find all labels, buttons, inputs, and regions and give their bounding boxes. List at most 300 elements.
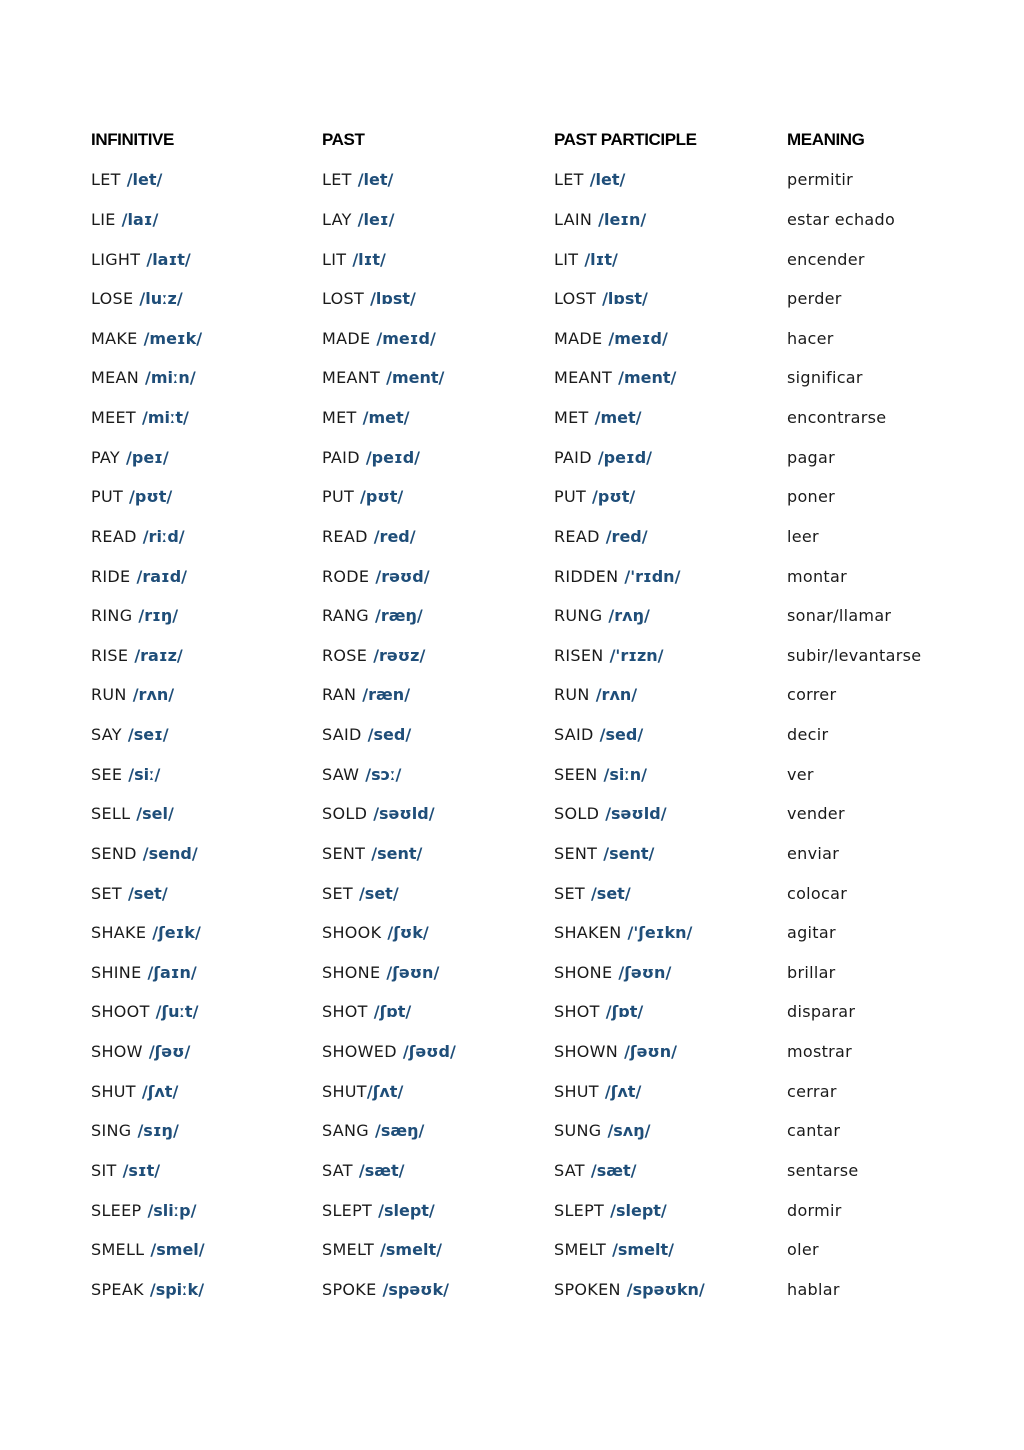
infinitive-cell <box>91 1190 322 1230</box>
infinitive-cell-word: MAKE <box>91 328 138 348</box>
table-row <box>91 596 987 636</box>
past-participle-cell-word: SHOWN <box>554 1042 619 1062</box>
meaning-cell <box>787 200 987 240</box>
past-participle-cell <box>554 953 787 993</box>
past-cell-pronunciation: /sæŋ/ <box>374 1121 425 1141</box>
infinitive-cell-word: READ <box>91 526 137 546</box>
past-participle-cell <box>554 834 787 874</box>
meaning-text: brillar <box>787 962 836 982</box>
past-cell-pronunciation: /ment/ <box>386 368 445 388</box>
meaning-cell <box>787 953 987 993</box>
meaning-text: colocar <box>787 883 848 903</box>
table-row <box>91 873 987 913</box>
infinitive-cell <box>91 596 322 636</box>
table-row <box>91 437 987 477</box>
table-row <box>91 1151 987 1191</box>
infinitive-cell-word: SIT <box>91 1160 117 1180</box>
past-cell-pronunciation: /sɔː/ <box>365 764 402 784</box>
meaning-text: agitar <box>787 923 836 943</box>
infinitive-cell-word: LET <box>91 170 121 190</box>
past-cell <box>322 1190 554 1230</box>
past-cell-word: READ <box>322 526 368 546</box>
past-participle-cell-pronunciation: /'rɪdn/ <box>624 566 681 586</box>
past-cell-word: PAID <box>322 447 360 467</box>
past-participle-cell-word: MET <box>554 408 589 428</box>
past-cell <box>322 794 554 834</box>
infinitive-cell-word: SHUT <box>91 1081 136 1101</box>
infinitive-cell-pronunciation: /rɪŋ/ <box>138 606 179 626</box>
past-participle-cell-pronunciation: /sed/ <box>599 725 644 745</box>
past-participle-cell-pronunciation: /səʊld/ <box>605 804 667 824</box>
infinitive-cell-pronunciation: /smel/ <box>150 1240 205 1260</box>
table-row <box>91 200 987 240</box>
infinitive-cell-word: SING <box>91 1121 132 1141</box>
infinitive-cell <box>91 319 322 359</box>
infinitive-cell-word: LOSE <box>91 289 134 309</box>
past-cell-word: LET <box>322 170 352 190</box>
past-participle-cell <box>554 1111 787 1151</box>
infinitive-cell-word: LIGHT <box>91 249 141 269</box>
infinitive-cell-word: SMELL <box>91 1240 145 1260</box>
past-cell-pronunciation: /ʃəʊn/ <box>386 962 440 982</box>
past-cell <box>322 160 554 200</box>
past-participle-cell-word: READ <box>554 526 600 546</box>
meaning-text: montar <box>787 566 847 586</box>
past-participle-cell-pronunciation: /smelt/ <box>612 1240 674 1260</box>
table-row <box>91 992 987 1032</box>
header-past-participle: PAST PARTICIPLE <box>554 130 697 149</box>
past-cell <box>322 636 554 676</box>
infinitive-cell <box>91 160 322 200</box>
past-participle-cell <box>554 596 787 636</box>
meaning-cell <box>787 754 987 794</box>
past-cell <box>322 596 554 636</box>
past-cell-word: SOLD <box>322 804 368 824</box>
header-infinitive: INFINITIVE <box>91 130 174 149</box>
table-row <box>91 1071 987 1111</box>
past-participle-cell <box>554 437 787 477</box>
infinitive-cell <box>91 834 322 874</box>
past-cell-word: SET <box>322 883 353 903</box>
infinitive-cell-word: SHINE <box>91 962 142 982</box>
meaning-cell <box>787 715 987 755</box>
past-participle-cell <box>554 477 787 517</box>
past-participle-cell-word: PAID <box>554 447 592 467</box>
meaning-cell <box>787 794 987 834</box>
infinitive-cell-pronunciation: /peɪ/ <box>126 447 169 467</box>
table-row <box>91 754 987 794</box>
past-cell-pronunciation: /meɪd/ <box>376 328 436 348</box>
meaning-cell <box>787 556 987 596</box>
past-participle-cell-word: RUN <box>554 685 590 705</box>
infinitive-cell-pronunciation: /ʃaɪn/ <box>147 962 197 982</box>
past-participle-cell-pronunciation: /slept/ <box>610 1200 667 1220</box>
infinitive-cell-pronunciation: /siː/ <box>128 764 161 784</box>
past-cell-pronunciation: /pʊt/ <box>360 487 404 507</box>
infinitive-cell <box>91 1111 322 1151</box>
past-cell-word: LAY <box>322 209 352 229</box>
past-participle-cell-pronunciation: /spəʊkn/ <box>626 1279 705 1299</box>
past-participle-cell-word: RIDDEN <box>554 566 619 586</box>
past-cell-word: SAW <box>322 764 360 784</box>
infinitive-cell-word: RIDE <box>91 566 131 586</box>
infinitive-cell-pronunciation: /raɪz/ <box>134 645 183 665</box>
infinitive-cell-word: SHOW <box>91 1042 143 1062</box>
past-cell-word: RAN <box>322 685 357 705</box>
meaning-text: oler <box>787 1240 819 1260</box>
table-row <box>91 1190 987 1230</box>
table-row <box>91 398 987 438</box>
infinitive-cell <box>91 992 322 1032</box>
past-cell-word: ROSE <box>322 645 368 665</box>
table-row <box>91 358 987 398</box>
past-cell-word: RODE <box>322 566 370 586</box>
meaning-cell <box>787 1230 987 1270</box>
past-participle-cell <box>554 1032 787 1072</box>
infinitive-cell <box>91 279 322 319</box>
meaning-cell <box>787 160 987 200</box>
past-cell-pronunciation: /sæt/ <box>358 1160 405 1180</box>
meaning-cell <box>787 437 987 477</box>
past-cell-pronunciation: /ʃəʊd/ <box>402 1042 456 1062</box>
meaning-text: cerrar <box>787 1081 837 1101</box>
infinitive-cell-pronunciation: /set/ <box>127 883 168 903</box>
past-cell-word: SPOKE <box>322 1279 377 1299</box>
past-cell-pronunciation: /red/ <box>373 526 416 546</box>
table-row <box>91 715 987 755</box>
meaning-text: mostrar <box>787 1042 853 1062</box>
past-cell <box>322 319 554 359</box>
infinitive-cell-pronunciation: /sliːp/ <box>147 1200 197 1220</box>
meaning-cell <box>787 1190 987 1230</box>
past-participle-cell <box>554 794 787 834</box>
table-row <box>91 160 987 200</box>
past-participle-cell-pronunciation: /set/ <box>590 883 631 903</box>
past-cell-pronunciation: /let/ <box>357 170 394 190</box>
table-row <box>91 477 987 517</box>
past-cell-pronunciation: /ræŋ/ <box>374 606 423 626</box>
table-row <box>91 675 987 715</box>
past-participle-cell-pronunciation: /ʃʌt/ <box>604 1081 642 1101</box>
past-cell-pronunciation: /sed/ <box>367 725 412 745</box>
meaning-text: decir <box>787 725 829 745</box>
past-cell-pronunciation: /ʃʊk/ <box>387 923 429 943</box>
past-participle-cell-word: SMELT <box>554 1240 607 1260</box>
table-row <box>91 1032 987 1072</box>
past-cell <box>322 1230 554 1270</box>
infinitive-cell-pronunciation: /sɪŋ/ <box>137 1121 179 1141</box>
past-participle-cell-pronunciation: /ʃəʊn/ <box>624 1042 678 1062</box>
past-cell <box>322 913 554 953</box>
infinitive-cell <box>91 398 322 438</box>
past-cell-pronunciation: /peɪd/ <box>365 447 420 467</box>
past-cell-word: SAT <box>322 1160 353 1180</box>
infinitive-cell <box>91 715 322 755</box>
past-participle-cell-word: SHUT <box>554 1081 599 1101</box>
past-cell-pronunciation: /ʃʌt/ <box>366 1081 404 1101</box>
infinitive-cell <box>91 200 322 240</box>
past-cell-pronunciation: /ræn/ <box>362 685 411 705</box>
infinitive-cell-pronunciation: /rʌn/ <box>132 685 175 705</box>
table-row <box>91 1230 987 1270</box>
table-row <box>91 913 987 953</box>
past-participle-cell-pronunciation: /lɒst/ <box>602 289 648 309</box>
table-row <box>91 517 987 557</box>
past-cell <box>322 1270 554 1310</box>
past-cell-word: SHOT <box>322 1002 368 1022</box>
infinitive-cell-pronunciation: /miːt/ <box>142 408 189 428</box>
past-cell-word: SHUT <box>322 1081 367 1101</box>
past-cell <box>322 517 554 557</box>
infinitive-cell-pronunciation: /ʃəʊ/ <box>148 1042 191 1062</box>
past-participle-cell-word: SHONE <box>554 962 613 982</box>
infinitive-cell <box>91 873 322 913</box>
past-cell <box>322 834 554 874</box>
table-row <box>91 319 987 359</box>
past-participle-cell-word: SHAKEN <box>554 923 622 943</box>
past-cell-word: SHOOK <box>322 923 382 943</box>
past-cell-pronunciation: /set/ <box>358 883 399 903</box>
meaning-cell <box>787 913 987 953</box>
table-row <box>91 239 987 279</box>
infinitive-cell-word: SLEEP <box>91 1200 142 1220</box>
past-participle-cell <box>554 517 787 557</box>
past-participle-cell-pronunciation: /ment/ <box>618 368 677 388</box>
meaning-cell <box>787 239 987 279</box>
infinitive-cell-word: SET <box>91 883 122 903</box>
infinitive-cell-word: MEET <box>91 408 136 428</box>
infinitive-cell-pronunciation: /pʊt/ <box>129 487 173 507</box>
past-cell <box>322 992 554 1032</box>
past-participle-cell <box>554 1071 787 1111</box>
meaning-text: pagar <box>787 447 835 467</box>
past-cell <box>322 1151 554 1191</box>
meaning-cell <box>787 834 987 874</box>
past-participle-cell <box>554 239 787 279</box>
past-participle-cell-pronunciation: /let/ <box>589 170 626 190</box>
past-participle-cell-pronunciation: /pʊt/ <box>592 487 636 507</box>
past-participle-cell-word: RISEN <box>554 645 604 665</box>
past-cell-word: SAID <box>322 725 362 745</box>
past-cell-pronunciation: /smelt/ <box>380 1240 442 1260</box>
past-participle-cell-pronunciation: /meɪd/ <box>608 328 668 348</box>
meaning-cell <box>787 992 987 1032</box>
past-cell-word: SANG <box>322 1121 369 1141</box>
past-participle-cell-word: SET <box>554 883 585 903</box>
meaning-cell <box>787 636 987 676</box>
infinitive-cell <box>91 477 322 517</box>
past-participle-cell-word: SAT <box>554 1160 585 1180</box>
past-cell <box>322 239 554 279</box>
past-cell-word: SENT <box>322 843 366 863</box>
past-cell <box>322 556 554 596</box>
table-row <box>91 279 987 319</box>
infinitive-cell-pronunciation: /send/ <box>142 843 198 863</box>
past-cell-pronunciation: /sent/ <box>371 843 423 863</box>
past-participle-cell-word: SUNG <box>554 1121 602 1141</box>
past-participle-cell-pronunciation: /ʃəʊn/ <box>618 962 672 982</box>
meaning-text: correr <box>787 685 837 705</box>
past-participle-cell-pronunciation: /'rɪzn/ <box>609 645 664 665</box>
past-participle-cell <box>554 1190 787 1230</box>
meaning-text: cantar <box>787 1121 841 1141</box>
infinitive-cell <box>91 517 322 557</box>
meaning-text: poner <box>787 487 836 507</box>
past-participle-cell-word: MEANT <box>554 368 613 388</box>
meaning-cell <box>787 1071 987 1111</box>
past-cell-pronunciation: /leɪ/ <box>357 209 395 229</box>
infinitive-cell-pronunciation: /sel/ <box>136 804 174 824</box>
past-cell-pronunciation: /slept/ <box>378 1200 435 1220</box>
meaning-text: encender <box>787 249 865 269</box>
infinitive-cell <box>91 1032 322 1072</box>
past-cell-pronunciation: /lɒst/ <box>370 289 416 309</box>
past-participle-cell-word: RUNG <box>554 606 603 626</box>
past-cell-pronunciation: /rəʊz/ <box>373 645 426 665</box>
past-cell <box>322 715 554 755</box>
meaning-text: sonar/llamar <box>787 606 892 626</box>
header-past: PAST <box>322 130 365 149</box>
past-cell <box>322 873 554 913</box>
past-cell <box>322 477 554 517</box>
past-participle-cell <box>554 160 787 200</box>
meaning-text: perder <box>787 289 842 309</box>
meaning-text: estar echado <box>787 209 896 229</box>
meaning-text: dormir <box>787 1200 842 1220</box>
meaning-text: sentarse <box>787 1160 859 1180</box>
past-participle-cell-word: SHOT <box>554 1002 600 1022</box>
meaning-text: permitir <box>787 170 854 190</box>
past-participle-cell <box>554 873 787 913</box>
past-cell-word: SMELT <box>322 1240 375 1260</box>
infinitive-cell-word: PAY <box>91 447 121 467</box>
infinitive-cell-word: RUN <box>91 685 127 705</box>
infinitive-cell-word: SAY <box>91 725 122 745</box>
table-row <box>91 834 987 874</box>
infinitive-cell-word: SHOOT <box>91 1002 150 1022</box>
past-participle-cell-pronunciation: /sent/ <box>603 843 655 863</box>
past-participle-cell-pronunciation: /leɪn/ <box>598 209 647 229</box>
past-participle-cell-word: SPOKEN <box>554 1279 621 1299</box>
past-participle-cell-word: SOLD <box>554 804 600 824</box>
infinitive-cell-pronunciation: /seɪ/ <box>127 725 169 745</box>
infinitive-cell-pronunciation: /sɪt/ <box>122 1160 161 1180</box>
past-participle-cell-pronunciation: /sæt/ <box>590 1160 637 1180</box>
table-row <box>91 556 987 596</box>
infinitive-cell <box>91 1230 322 1270</box>
past-cell-pronunciation: /spəʊk/ <box>382 1279 450 1299</box>
meaning-cell <box>787 873 987 913</box>
past-cell-word: MEANT <box>322 368 381 388</box>
meaning-text: subir/levantarse <box>787 645 922 665</box>
table-body <box>91 160 987 1309</box>
past-participle-cell <box>554 556 787 596</box>
past-participle-cell-word: LAIN <box>554 209 593 229</box>
infinitive-cell-word: PUT <box>91 487 124 507</box>
infinitive-cell <box>91 1151 322 1191</box>
meaning-cell <box>787 279 987 319</box>
infinitive-cell-word: SEE <box>91 764 123 784</box>
infinitive-cell-word: LIE <box>91 209 116 229</box>
infinitive-cell-word: SHAKE <box>91 923 147 943</box>
past-participle-cell-word: PUT <box>554 487 587 507</box>
past-cell-word: PUT <box>322 487 355 507</box>
past-cell <box>322 358 554 398</box>
infinitive-cell-pronunciation: /meɪk/ <box>143 328 203 348</box>
table-row <box>91 794 987 834</box>
past-participle-cell-pronunciation: /ʃɒt/ <box>605 1002 644 1022</box>
past-participle-cell-word: SAID <box>554 725 594 745</box>
infinitive-cell <box>91 675 322 715</box>
past-cell-word: MET <box>322 408 357 428</box>
infinitive-cell <box>91 953 322 993</box>
past-participle-cell-pronunciation: /met/ <box>594 408 642 428</box>
infinitive-cell-word: MEAN <box>91 368 140 388</box>
infinitive-cell-word: SEND <box>91 843 137 863</box>
past-participle-cell <box>554 675 787 715</box>
past-participle-cell-pronunciation: /sʌŋ/ <box>607 1121 651 1141</box>
past-participle-cell-pronunciation: /siːn/ <box>603 764 648 784</box>
past-participle-cell <box>554 1151 787 1191</box>
past-cell <box>322 1032 554 1072</box>
meaning-text: disparar <box>787 1002 856 1022</box>
past-cell <box>322 279 554 319</box>
past-participle-cell-pronunciation: /peɪd/ <box>597 447 652 467</box>
past-cell-pronunciation: /ʃɒt/ <box>373 1002 412 1022</box>
infinitive-cell-pronunciation: /miːn/ <box>145 368 196 388</box>
past-participle-cell-pronunciation: /rʌŋ/ <box>608 606 650 626</box>
table-row <box>91 953 987 993</box>
meaning-cell <box>787 517 987 557</box>
past-cell-word: MADE <box>322 328 371 348</box>
past-participle-cell <box>554 636 787 676</box>
meaning-cell <box>787 596 987 636</box>
meaning-text: encontrarse <box>787 408 887 428</box>
past-cell <box>322 953 554 993</box>
meaning-text: hacer <box>787 328 834 348</box>
meaning-text: leer <box>787 526 819 546</box>
meaning-text: ver <box>787 764 814 784</box>
past-cell-word: LIT <box>322 249 347 269</box>
past-cell-word: RANG <box>322 606 369 626</box>
infinitive-cell-pronunciation: /laɪt/ <box>146 249 191 269</box>
infinitive-cell <box>91 1270 322 1310</box>
meaning-text: hablar <box>787 1279 840 1299</box>
past-participle-cell-word: SLEPT <box>554 1200 605 1220</box>
infinitive-cell <box>91 754 322 794</box>
past-participle-cell <box>554 279 787 319</box>
past-cell-pronunciation: /səʊld/ <box>373 804 435 824</box>
past-participle-cell-pronunciation: /'ʃeɪkn/ <box>627 923 693 943</box>
past-cell-word: SHONE <box>322 962 381 982</box>
past-participle-cell <box>554 319 787 359</box>
infinitive-cell-pronunciation: /luːz/ <box>139 289 183 309</box>
past-cell-word: SHOWED <box>322 1042 397 1062</box>
meaning-cell <box>787 1151 987 1191</box>
past-participle-cell <box>554 913 787 953</box>
past-cell <box>322 398 554 438</box>
infinitive-cell-pronunciation: /ʃʌt/ <box>141 1081 179 1101</box>
past-participle-cell <box>554 200 787 240</box>
infinitive-cell <box>91 794 322 834</box>
table-row <box>91 1270 987 1310</box>
past-cell-word: SLEPT <box>322 1200 373 1220</box>
header-meaning: MEANING <box>787 130 865 149</box>
infinitive-cell-word: RISE <box>91 645 129 665</box>
infinitive-cell-pronunciation: /spiːk/ <box>149 1279 205 1299</box>
infinitive-cell <box>91 636 322 676</box>
past-participle-cell <box>554 715 787 755</box>
